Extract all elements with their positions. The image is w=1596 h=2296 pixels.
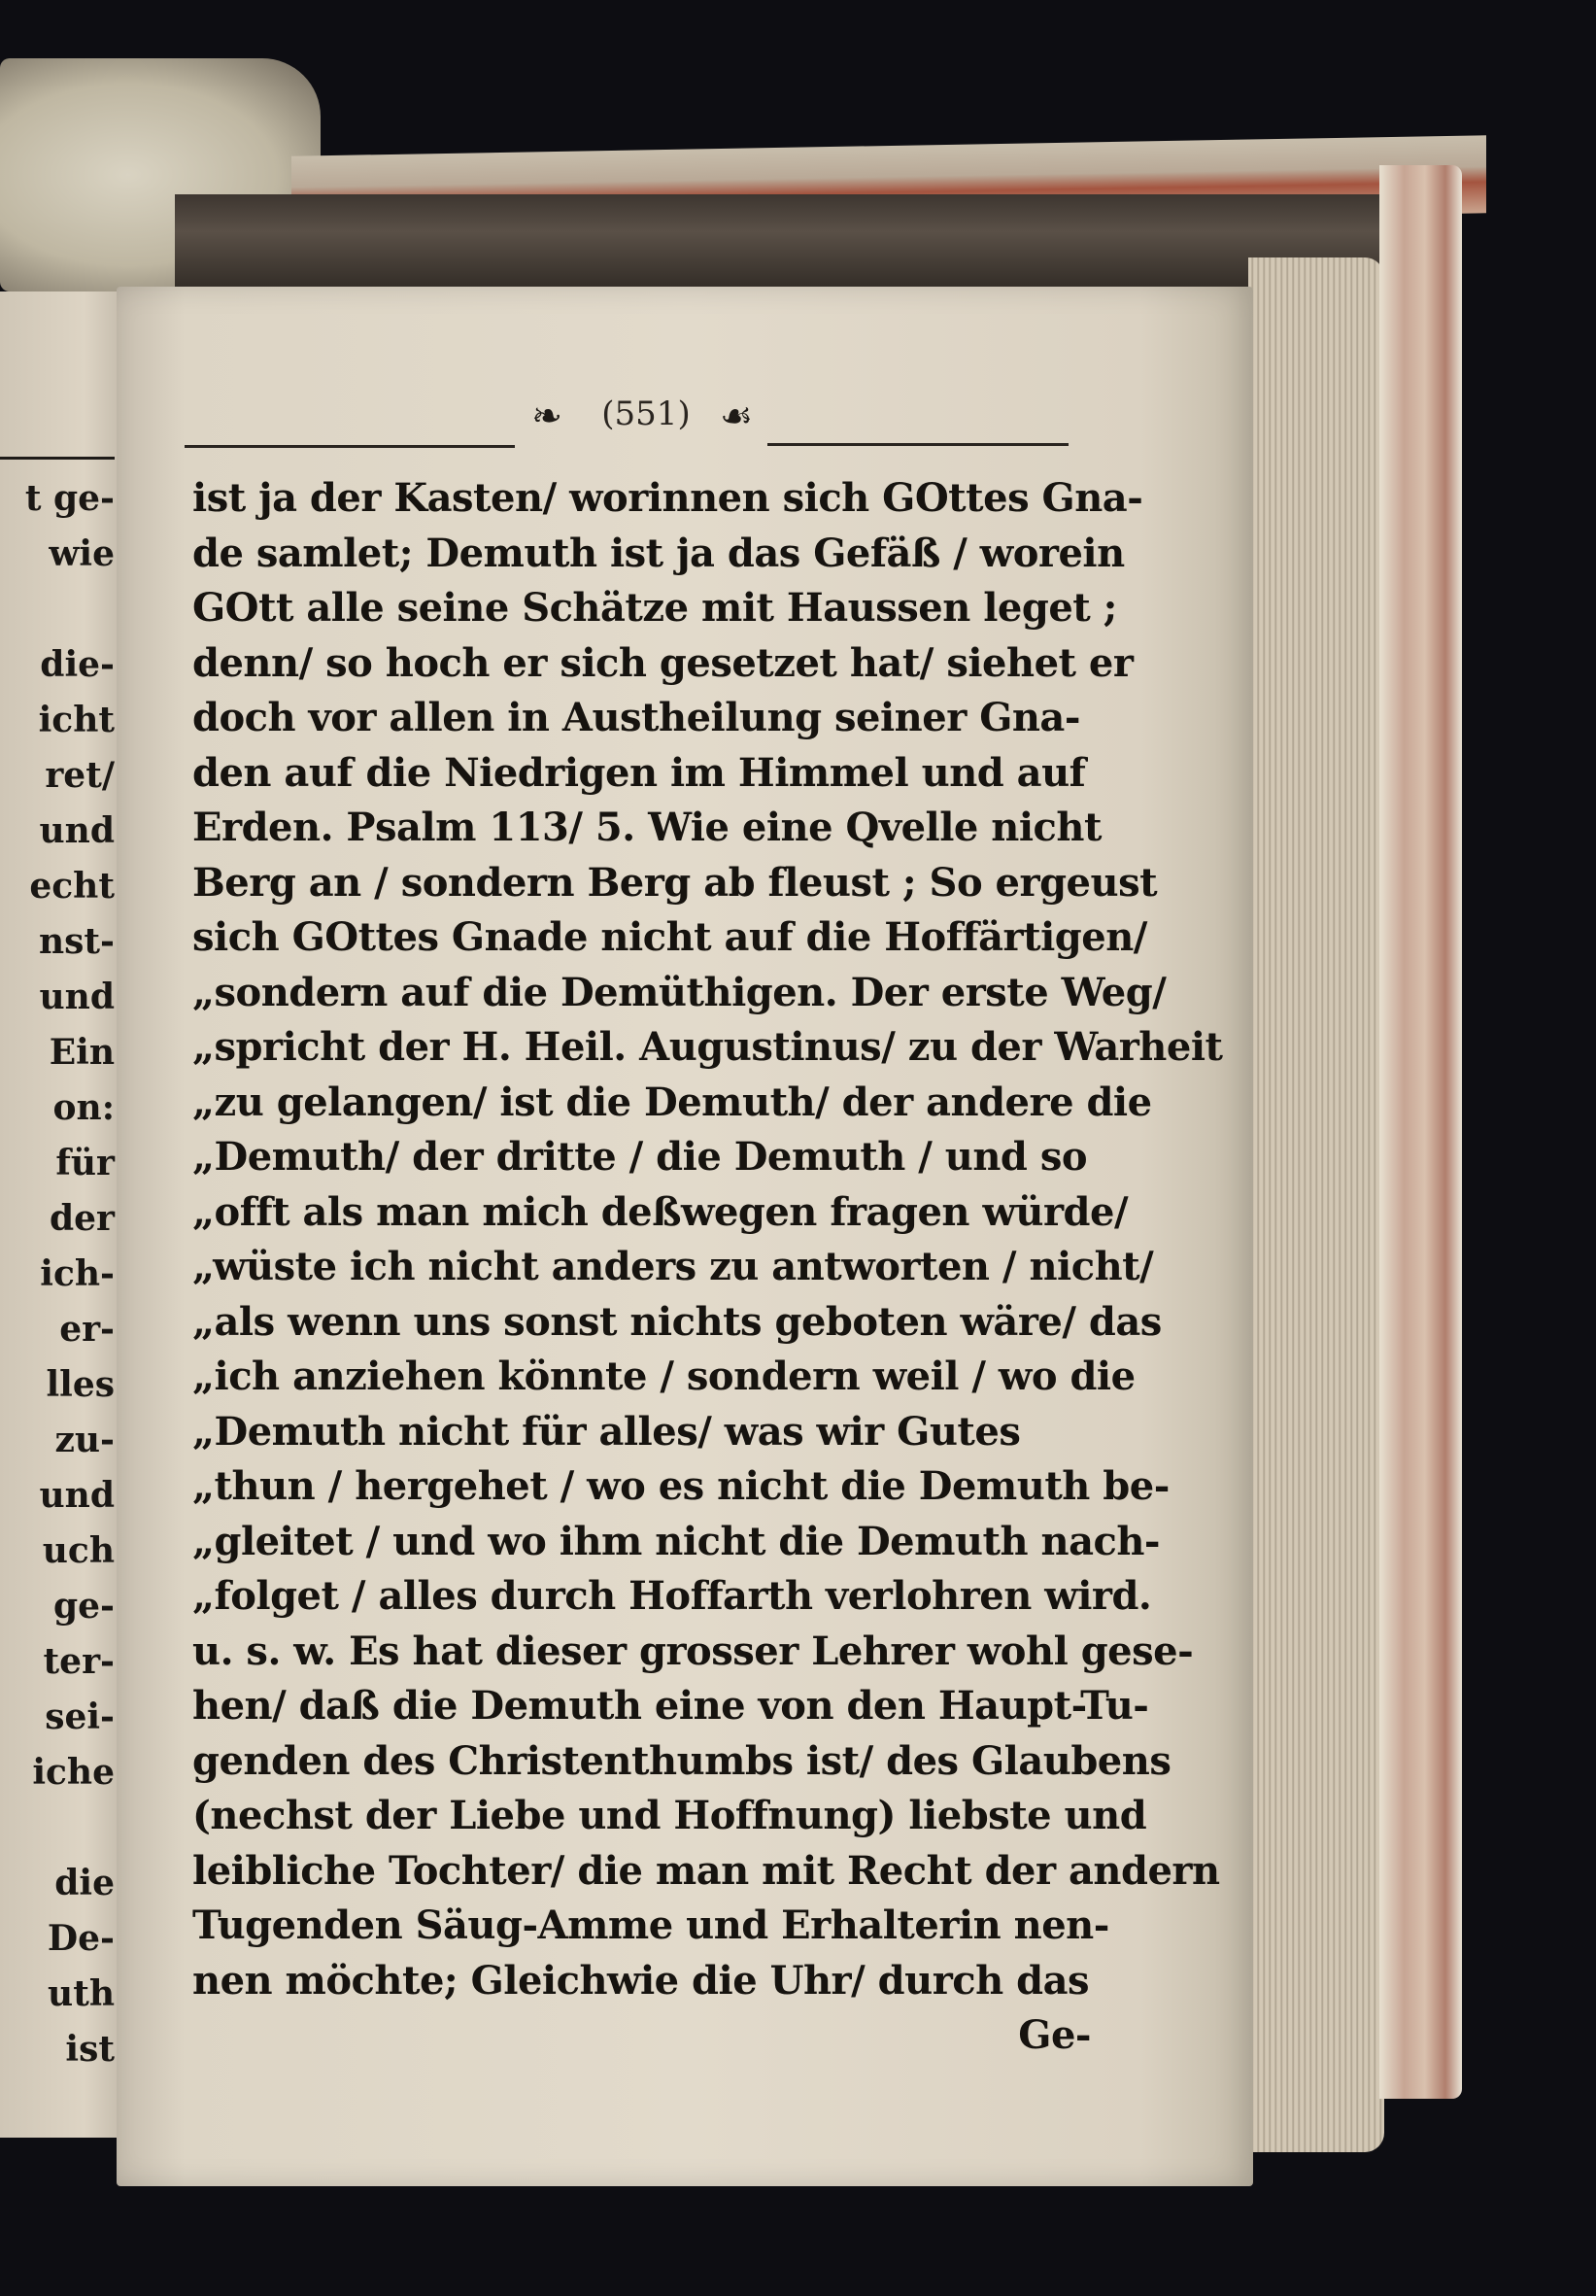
facing-page-line: wie <box>49 533 115 574</box>
facing-page-line: Ein <box>49 1032 115 1073</box>
text-line: de samlet; Demuth ist ja das Gefäß / worein <box>192 530 1125 576</box>
facing-page-line <box>0 582 115 637</box>
text-line: leibliche Tochter/ die man mit Recht der andern <box>192 1847 1220 1894</box>
text-line: Erden. Psalm 113/ 5. Wie eine Qvelle nicht <box>192 805 1102 850</box>
text-line: den auf die Niedrigen im Himmel und auf <box>192 749 1086 796</box>
facing-page-line: der <box>49 1198 115 1239</box>
facing-page-line: ter- <box>43 1641 115 1682</box>
facing-page-text <box>0 471 115 2077</box>
facing-page-line: und <box>39 1475 115 1516</box>
facing-page-line: on: <box>52 1087 115 1128</box>
text-line: „offt als man mich deßwegen fragen würde/ <box>192 1188 1129 1235</box>
facing-page-line: ret/ <box>45 755 115 796</box>
text-line: „Demuth/ der dritte / die Demuth / und so <box>192 1134 1088 1180</box>
catchword: Ge- <box>1018 2012 1091 2058</box>
text-line: u. s. w. Es hat dieser grosser Lehrer wohl gese- <box>192 1628 1194 1674</box>
text-line: „als wenn uns sonst nichts geboten wäre/ das <box>192 1298 1162 1345</box>
facing-page-line: sei- <box>45 1696 115 1737</box>
facing-page-line: ich- <box>40 1253 115 1294</box>
facing-page-line: t ge- <box>24 478 115 519</box>
text-line: „zu gelangen/ ist die Demuth/ der andere die <box>192 1079 1152 1125</box>
text-line: denn/ so hoch er sich gesetzet hat/ siehet er <box>192 639 1134 686</box>
facing-page-line: echt <box>29 866 115 907</box>
text-line: genden des Christenthumbs ist/ des Glaubens <box>192 1737 1172 1784</box>
facing-page-line <box>0 1800 115 1856</box>
facing-page-line: uth <box>48 1973 115 2014</box>
header-rule-left <box>185 445 515 448</box>
fleuron-left-icon: ❧ <box>531 394 562 437</box>
page-body-text <box>192 471 1223 2064</box>
header-rule-right <box>767 443 1069 446</box>
fleuron-right-icon: ☙ <box>719 394 754 437</box>
page-fore-edge <box>1248 257 1384 2152</box>
facing-page-line: und <box>39 977 115 1017</box>
facing-page-line: icht <box>38 700 115 740</box>
text-line: sich GOttes Gnade nicht auf die Hoffärtigen/ <box>192 914 1147 960</box>
text-line: „spricht der H. Heil. Augustinus/ zu der Warheit <box>192 1024 1223 1070</box>
facing-page-line: ge- <box>52 1586 115 1627</box>
text-line: (nechst der Liebe und Hoffnung) liebste und <box>192 1793 1147 1838</box>
facing-page-line: die <box>54 1863 115 1903</box>
page-header <box>185 389 1069 457</box>
text-line: „gleitet / und wo ihm nicht die Demuth nach- <box>192 1518 1161 1564</box>
page-block-top <box>175 194 1399 301</box>
facing-page-line: die- <box>40 644 115 685</box>
text-line: „folget / alles durch Hoffarth verlohren wird. <box>192 1573 1152 1619</box>
facing-page-rule <box>0 457 115 460</box>
facing-page-line: De- <box>47 1918 115 1959</box>
back-cover-edge <box>1379 165 1462 2099</box>
text-line: „sondern auf die Demüthigen. Der erste Weg/ <box>192 969 1167 1015</box>
facing-page-line: ist <box>65 2029 115 2070</box>
text-line: „Demuth nicht für alles/ was wir Gutes <box>192 1408 1021 1455</box>
text-line: „wüste ich nicht anders zu antworten / nicht/ <box>192 1244 1154 1289</box>
facing-page-line: lles <box>46 1364 115 1405</box>
text-line: doch vor allen in Austheilung seiner Gna- <box>192 695 1080 740</box>
facing-page-line: nst- <box>38 921 115 962</box>
text-line: GOtt alle seine Schätze mit Haussen leget ; <box>192 585 1117 631</box>
text-line: Berg an / sondern Berg ab fleust ; So ergeust <box>192 859 1158 906</box>
facing-page-line: er- <box>59 1309 115 1350</box>
facing-page-line: zu- <box>54 1420 115 1460</box>
text-line: hen/ daß die Demuth eine von den Haupt-Tu- <box>192 1683 1149 1729</box>
text-line: „ich anziehen könnte / sondern weil / wo die <box>192 1354 1136 1399</box>
facing-page-line: für <box>55 1143 115 1183</box>
text-line: nen möchte; Gleichwie die Uhr/ durch das <box>192 1957 1090 2004</box>
text-line: Tugenden Säug-Amme und Erhalterin nen- <box>192 1902 1109 1948</box>
facing-page-line: iche <box>32 1752 115 1793</box>
facing-page-line: und <box>39 810 115 851</box>
page-number: (551) <box>601 394 691 433</box>
text-line: „thun / hergehet / wo es nicht die Demuth be- <box>192 1463 1170 1509</box>
facing-page-line: uch <box>42 1530 115 1571</box>
text-line: ist ja der Kasten/ worinnen sich GOttes Gna- <box>192 475 1143 521</box>
